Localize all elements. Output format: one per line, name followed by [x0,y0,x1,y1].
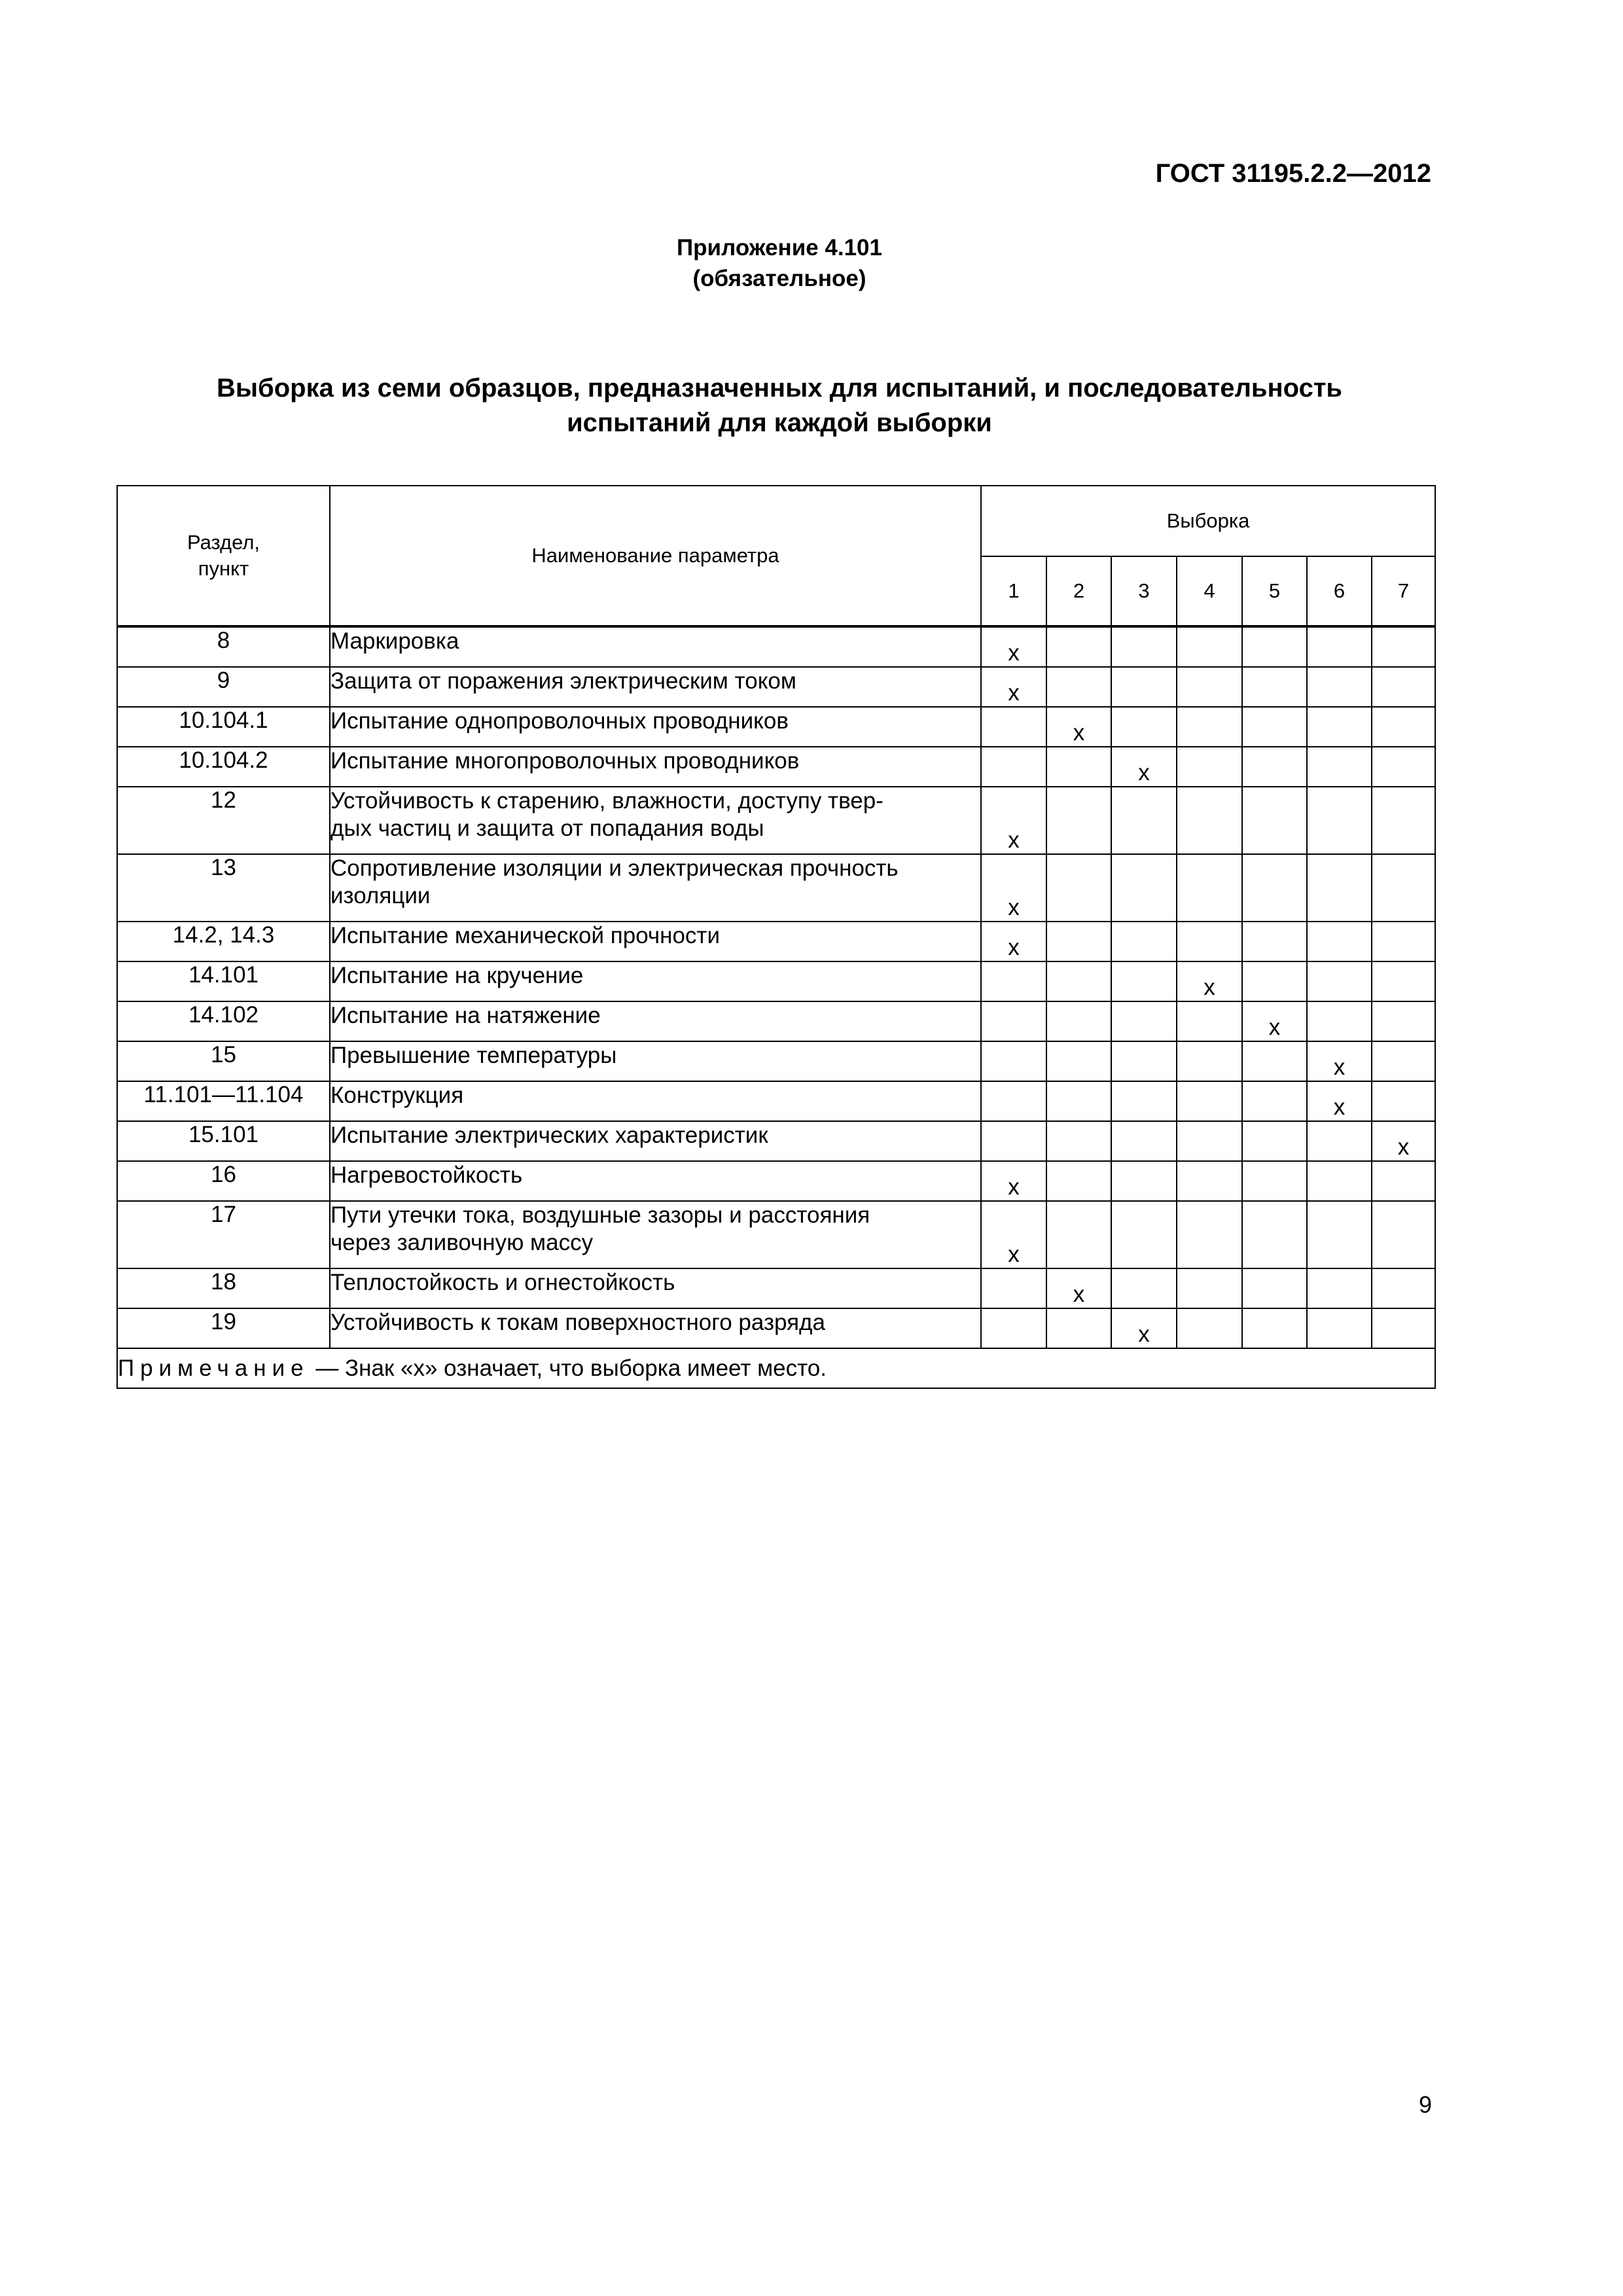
parameter-name-cell [330,787,981,854]
selection-mark: x [1008,935,1020,960]
parameter-name-line: Испытание на натяжение [330,1003,601,1028]
section-cell: 18 [117,1268,330,1308]
sample-5-cell [1242,707,1307,747]
parameter-name-line: Нагревостойкость [330,1162,523,1188]
selection-mark: x [1008,640,1020,666]
parameter-name-line: Испытание механической прочности [330,923,721,948]
section-cell: 13 [117,854,330,922]
sample-6-cell [1307,961,1372,1001]
sample-4-cell [1177,1081,1242,1121]
section-cell: 11.101—11.104 [117,1081,330,1121]
sample-4-cell [1177,1001,1242,1041]
header-sample-1: 1 [981,556,1046,626]
table-row [117,707,1435,747]
parameter-name-line: Испытание многопроволочных проводников [330,748,800,774]
sample-1-cell [981,1308,1046,1348]
parameter-name-line: Маркировка [330,628,459,654]
table-row [117,1268,1435,1308]
section-cell: 10.104.2 [117,747,330,787]
sample-5-cell [1242,1268,1307,1308]
sample-2-cell [1046,961,1111,1001]
header-sample-group: Выборка [981,486,1435,556]
parameter-name-line: Испытание электрических характеристик [330,1122,768,1148]
table-row [117,1041,1435,1081]
sample-5-cell [1242,1308,1307,1348]
parameter-name-line: изоляции [330,883,431,908]
section-cell: 10.104.1 [117,707,330,747]
sample-6-cell [1307,667,1372,707]
table-row [117,854,1435,922]
sample-3-cell [1111,961,1177,1001]
header-sample-6: 6 [1307,556,1372,626]
sample-4-cell [1177,922,1242,961]
table-row [117,626,1435,667]
section-cell: 8 [117,626,330,667]
selection-mark: x [1008,1242,1020,1267]
sample-2-cell [1046,626,1111,667]
selection-mark: x [1333,1054,1346,1080]
table-row [117,1308,1435,1348]
header-sample-7: 7 [1372,556,1435,626]
note-label: Примечание [118,1355,310,1381]
sample-5-cell [1242,1201,1307,1268]
sample-7-cell [1372,787,1435,854]
sample-7-cell [1372,1081,1435,1121]
sample-5-cell [1242,747,1307,787]
sample-6-cell [1307,747,1372,787]
sample-7-cell [1372,707,1435,747]
sample-1-cell [981,854,1046,922]
sample-6-cell [1307,1001,1372,1041]
sample-5-cell [1242,1041,1307,1081]
selection-mark: x [1333,1094,1346,1120]
page-number: 9 [1419,2091,1433,2118]
header-sample-2: 2 [1046,556,1111,626]
table-row [117,1201,1435,1268]
sample-3-cell [1111,854,1177,922]
sample-3-cell [1111,1121,1177,1161]
parameter-name-line: дых частиц и защита от попадания воды [330,816,764,841]
table-row [117,922,1435,961]
sample-3-cell [1111,1308,1177,1348]
header-section-line1: Раздел, [187,531,260,554]
sample-4-cell [1177,747,1242,787]
sample-6-cell [1307,1161,1372,1201]
sample-1-cell [981,707,1046,747]
sample-7-cell [1372,1201,1435,1268]
parameter-name-cell [330,1041,981,1081]
sample-4-cell [1177,667,1242,707]
sample-3-cell [1111,787,1177,854]
sample-1-cell [981,1081,1046,1121]
parameter-name-cell [330,1121,981,1161]
parameter-name-cell [330,747,981,787]
sample-1-cell [981,1121,1046,1161]
note-row [117,1348,1435,1388]
sample-7-cell [1372,1268,1435,1308]
parameter-name-cell [330,854,981,922]
parameter-name-cell [330,1201,981,1268]
sample-7-cell [1372,626,1435,667]
sample-5-cell [1242,922,1307,961]
sample-7-cell [1372,922,1435,961]
sample-1-cell [981,922,1046,961]
sample-1-cell [981,1201,1046,1268]
sample-6-cell [1307,922,1372,961]
sample-3-cell [1111,1001,1177,1041]
parameter-name-cell [330,707,981,747]
selection-mark: x [1268,1014,1281,1040]
sample-2-cell [1046,1268,1111,1308]
selection-mark: x [1138,1321,1150,1347]
sample-2-cell [1046,747,1111,787]
parameter-name-line: через заливочную массу [330,1230,594,1255]
parameter-name-line: Пути утечки тока, воздушные зазоры и расстояния [330,1202,870,1228]
sample-4-cell [1177,1121,1242,1161]
document-title-line1: Выборка из семи образцов, предназначенных для испытаний, и последовательность [216,374,1343,403]
section-cell: 19 [117,1308,330,1348]
header-sample-3: 3 [1111,556,1177,626]
sample-6-cell [1307,626,1372,667]
parameter-name-line: Устойчивость к старению, влажности, доступу твер- [330,788,883,814]
sample-5-cell [1242,1161,1307,1201]
sample-2-cell [1046,1201,1111,1268]
parameter-name-line: Превышение температуры [330,1043,617,1068]
parameter-name-cell [330,1161,981,1201]
parameter-name-line: Конструкция [330,1083,464,1108]
sample-3-cell [1111,1161,1177,1201]
sample-7-cell [1372,961,1435,1001]
sample-2-cell [1046,667,1111,707]
sample-2-cell [1046,1161,1111,1201]
table-row [117,787,1435,854]
sample-4-cell [1177,1308,1242,1348]
sample-3-cell [1111,1201,1177,1268]
parameter-name-cell [330,922,981,961]
section-cell: 14.101 [117,961,330,1001]
selection-mark: x [1073,720,1085,745]
sample-4-cell [1177,1161,1242,1201]
sample-5-cell [1242,854,1307,922]
sample-6-cell [1307,1041,1372,1081]
parameter-name-line: Сопротивление изоляции и электрическая прочность [330,855,899,881]
appendix-status: (обязательное) [692,266,866,291]
selection-mark: x [1008,827,1020,853]
sample-2-cell [1046,787,1111,854]
selection-mark: x [1204,975,1215,1000]
parameter-name-line: Теплостойкость и огнестойкость [330,1270,675,1295]
parameter-name-cell [330,961,981,1001]
sample-5-cell [1242,1001,1307,1041]
sample-4-cell [1177,626,1242,667]
header-sample-5: 5 [1242,556,1307,626]
sample-selection-table [116,485,1436,1389]
sample-3-cell [1111,1081,1177,1121]
appendix-heading [0,232,1559,294]
sample-7-cell [1372,854,1435,922]
parameter-name-line: Испытание на кручение [330,963,584,988]
sample-2-cell [1046,1121,1111,1161]
sample-3-cell [1111,1268,1177,1308]
header-section [117,486,330,626]
sample-1-cell [981,747,1046,787]
sample-3-cell [1111,626,1177,667]
sample-2-cell [1046,1001,1111,1041]
document-title-line2: испытаний для каждой выборки [567,408,992,437]
sample-7-cell [1372,1121,1435,1161]
sample-7-cell [1372,747,1435,787]
table-row [117,667,1435,707]
parameter-name-line: Защита от поражения электрическим током [330,668,796,694]
sample-4-cell [1177,1268,1242,1308]
sample-7-cell [1372,1001,1435,1041]
header-sample-4: 4 [1177,556,1242,626]
selection-mark: x [1397,1134,1410,1160]
sample-1-cell [981,1161,1046,1201]
appendix-label: Приложение 4.101 [677,235,882,260]
sample-5-cell [1242,1121,1307,1161]
sample-7-cell [1372,667,1435,707]
selection-mark: x [1138,760,1150,785]
sample-6-cell [1307,1081,1372,1121]
header-section-line2: пункт [198,557,249,580]
sample-1-cell [981,667,1046,707]
section-cell: 9 [117,667,330,707]
selection-mark: x [1073,1282,1085,1307]
section-cell: 14.102 [117,1001,330,1041]
parameter-name-cell [330,1308,981,1348]
selection-mark: x [1008,680,1020,706]
parameter-name-cell [330,1081,981,1121]
section-cell: 12 [117,787,330,854]
sample-1-cell [981,787,1046,854]
section-cell: 16 [117,1161,330,1201]
sample-1-cell [981,1268,1046,1308]
sample-3-cell [1111,747,1177,787]
parameter-name-line: Устойчивость к токам поверхностного разряда [330,1310,825,1335]
table-row [117,1081,1435,1121]
sample-4-cell [1177,1041,1242,1081]
parameter-name-cell [330,1268,981,1308]
section-cell: 15.101 [117,1121,330,1161]
sample-6-cell [1307,1308,1372,1348]
document-title [0,371,1559,440]
section-cell: 15 [117,1041,330,1081]
sample-5-cell [1242,626,1307,667]
sample-4-cell [1177,787,1242,854]
sample-3-cell [1111,1041,1177,1081]
sample-2-cell [1046,707,1111,747]
standard-code: ГОСТ 31195.2.2—2012 [1155,159,1431,188]
sample-6-cell [1307,1121,1372,1161]
table-row [117,1001,1435,1041]
selection-mark: x [1008,1174,1020,1200]
sample-2-cell [1046,854,1111,922]
sample-5-cell [1242,1081,1307,1121]
sample-5-cell [1242,961,1307,1001]
table-row [117,747,1435,787]
sample-1-cell [981,1001,1046,1041]
sample-6-cell [1307,1268,1372,1308]
sample-4-cell [1177,1201,1242,1268]
sample-2-cell [1046,1081,1111,1121]
sample-2-cell [1046,1308,1111,1348]
sample-5-cell [1242,667,1307,707]
sample-3-cell [1111,922,1177,961]
header-parameter-name: Наименование параметра [330,486,981,626]
sample-7-cell [1372,1308,1435,1348]
sample-5-cell [1242,787,1307,854]
parameter-name-cell [330,1001,981,1041]
sample-6-cell [1307,787,1372,854]
parameter-name-line: Испытание однопроволочных проводников [330,708,789,734]
sample-3-cell [1111,667,1177,707]
sample-3-cell [1111,707,1177,747]
table-row [117,1161,1435,1201]
sample-4-cell [1177,961,1242,1001]
sample-4-cell [1177,707,1242,747]
sample-7-cell [1372,1161,1435,1201]
sample-6-cell [1307,1201,1372,1268]
section-cell: 14.2, 14.3 [117,922,330,961]
note-text: — Знак «x» означает, что выборка имеет место. [309,1355,827,1381]
section-cell: 17 [117,1201,330,1268]
selection-mark: x [1008,895,1020,920]
table-row [117,1121,1435,1161]
parameter-name-cell [330,667,981,707]
sample-2-cell [1046,922,1111,961]
sample-6-cell [1307,854,1372,922]
sample-6-cell [1307,707,1372,747]
table-row [117,961,1435,1001]
parameter-name-cell [330,626,981,667]
sample-1-cell [981,961,1046,1001]
sample-4-cell [1177,854,1242,922]
sample-7-cell [1372,1041,1435,1081]
sample-1-cell [981,626,1046,667]
table-note [117,1348,1435,1388]
sample-2-cell [1046,1041,1111,1081]
sample-1-cell [981,1041,1046,1081]
